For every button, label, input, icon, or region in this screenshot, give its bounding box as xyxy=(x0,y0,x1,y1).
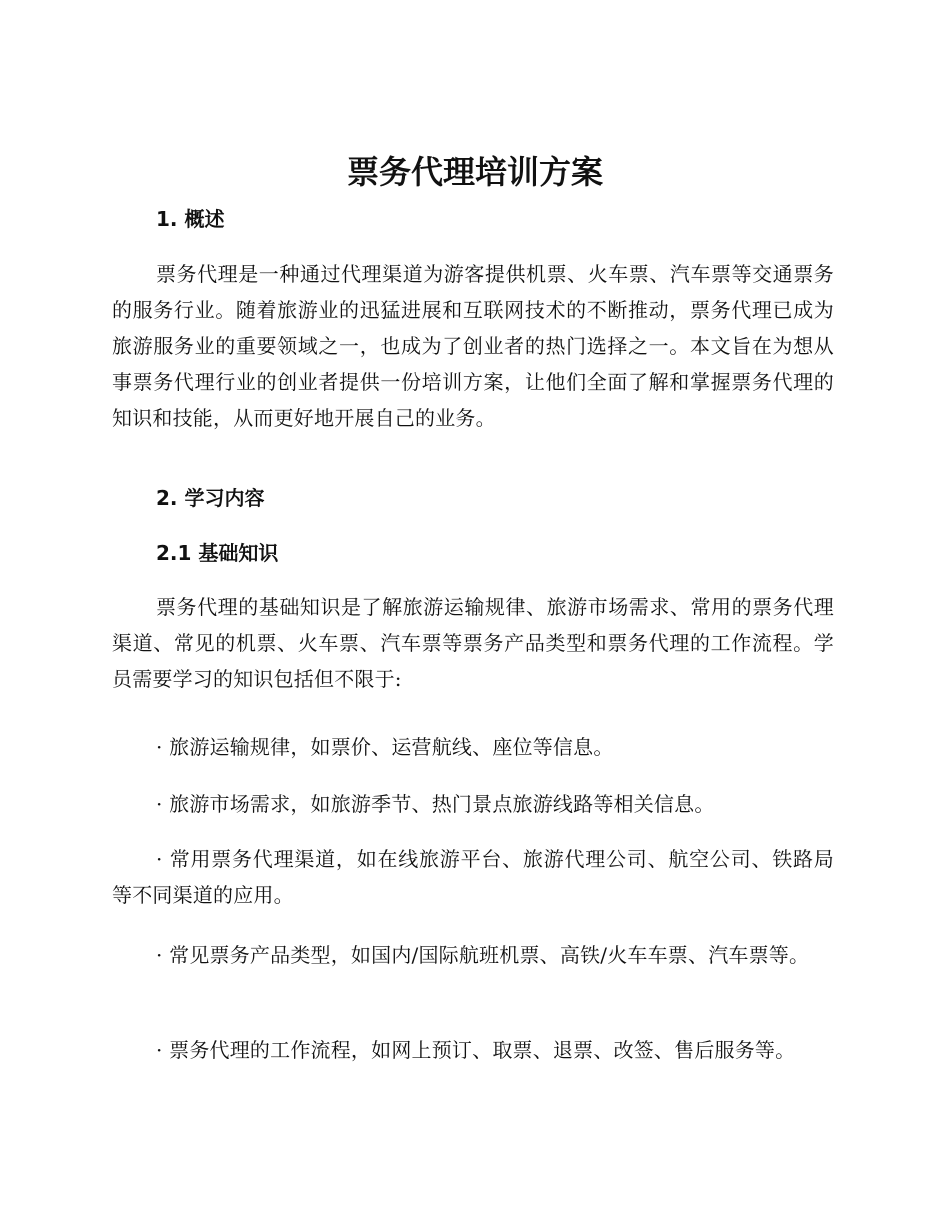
paragraph-basics: 票务代理的基础知识是了解旅游运输规律、旅游市场需求、常用的票务代理渠道、常见的机票、火车票、汽车票等票务产品类型和票务代理的工作流程。学员需要学习的知识包括但不限于: xyxy=(112,595,834,691)
bullet-item: · 常见票务产品类型，如国内/国际航班机票、高铁/火车车票、汽车票等。 xyxy=(156,943,810,967)
section-heading-learning: 2. 学习内容 xyxy=(156,486,265,510)
paragraph-overview: 票务代理是一种通过代理渠道为游客提供机票、火车票、汽车票等交通票务的服务行业。随着旅游业的迅猛进展和互联网技术的不断推动，票务代理已成为旅游服务业的重要领域之一，也成为了创业者的热门选择之一。本文旨在为想从事票务代理行业的创业者提供一份培训方案，让他们全面了解和掌握票务代理的知识和技能，从而更好地开展自己的业务。 xyxy=(112,262,834,430)
bullet-item: · 旅游市场需求，如旅游季节、热门景点旅游线路等相关信息。 xyxy=(156,792,715,816)
bullet-item: · 票务代理的工作流程，如网上预订、取票、退票、改签、售后服务等。 xyxy=(156,1038,796,1062)
bullet-item: · 常用票务代理渠道，如在线旅游平台、旅游代理公司、航空公司、铁路局等不同渠道的应用。 xyxy=(112,847,834,907)
subsection-heading-basics: 2.1 基础知识 xyxy=(156,541,279,565)
section-heading-overview: 1. 概述 xyxy=(156,207,225,231)
page-title: 票务代理培训方案 xyxy=(346,153,603,191)
bullet-item: · 旅游运输规律，如票价、运营航线、座位等信息。 xyxy=(156,735,614,759)
